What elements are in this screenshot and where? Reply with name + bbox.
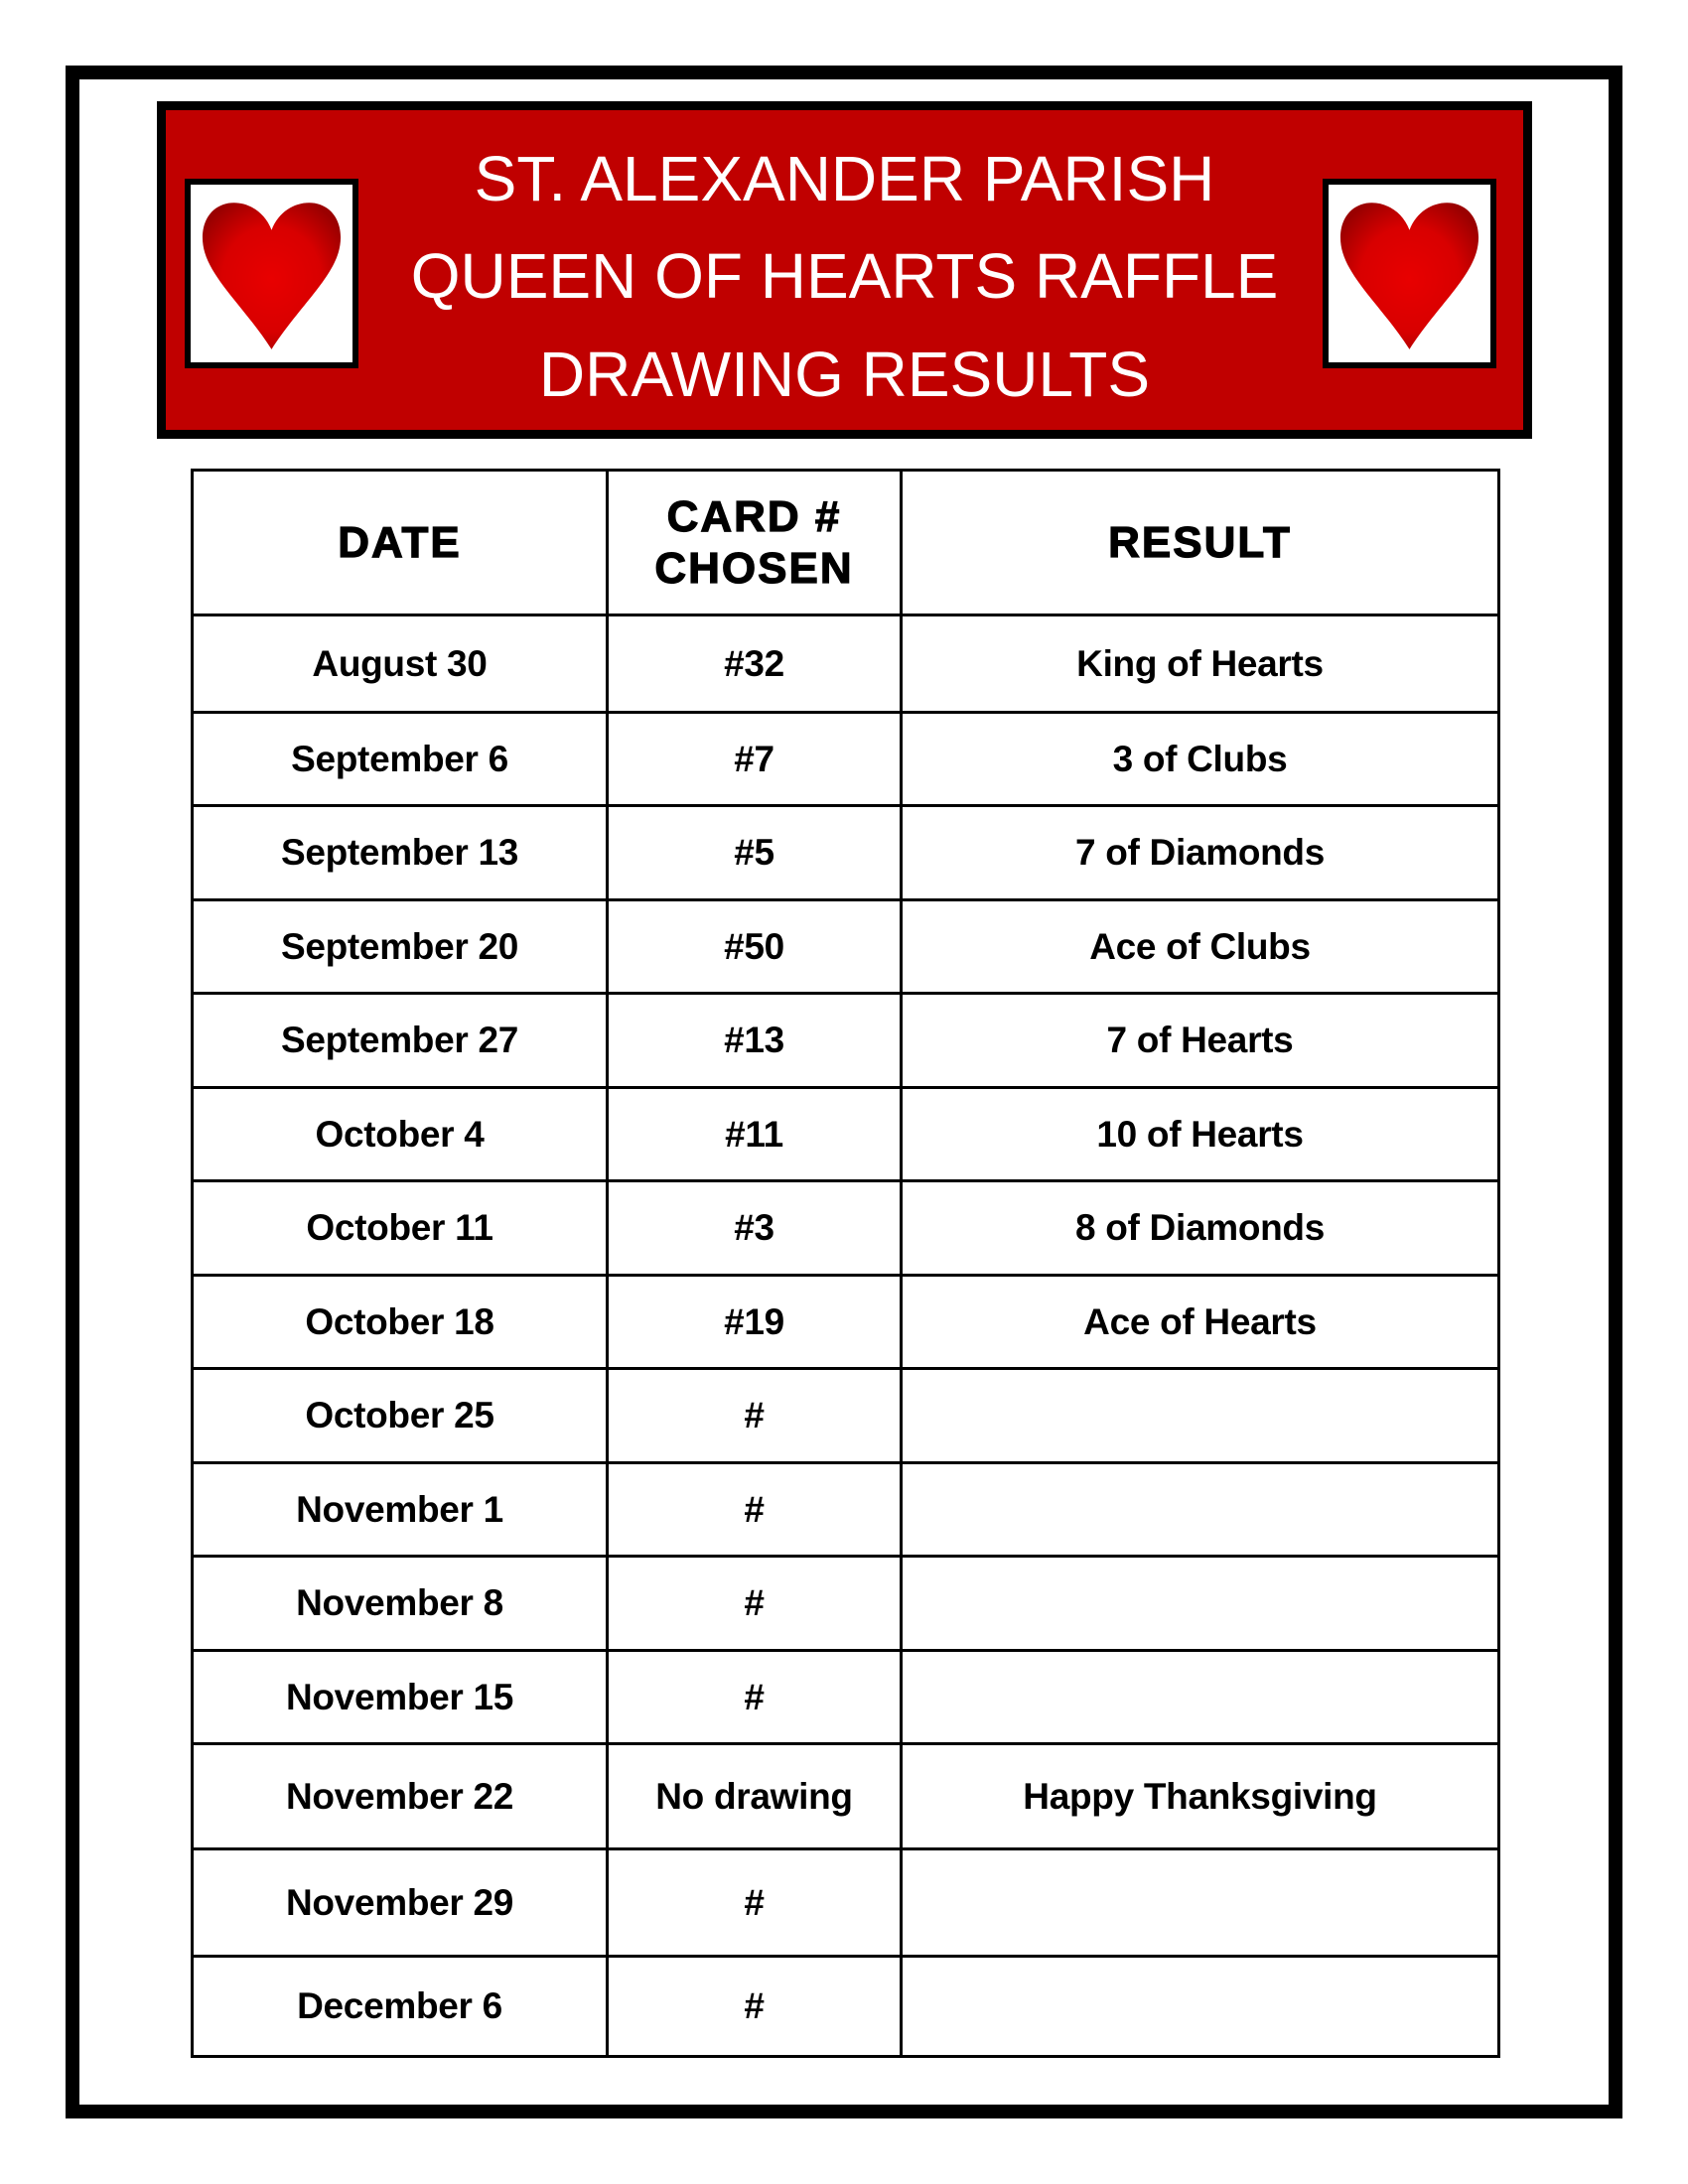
- table-row: [193, 1369, 1499, 1463]
- table-header-row: [193, 471, 1499, 615]
- cell-result: King of Hearts: [902, 615, 1499, 713]
- cell-card: #: [608, 1849, 902, 1957]
- header-card-line1: CARD #: [666, 491, 842, 541]
- cell-date: November 29: [193, 1849, 608, 1957]
- cell-card: #50: [608, 900, 902, 994]
- cell-date: December 6: [193, 1957, 608, 2057]
- table-row: [193, 1557, 1499, 1651]
- cell-card: #32: [608, 615, 902, 713]
- cell-card: #7: [608, 713, 902, 806]
- cell-result: [902, 1557, 1499, 1651]
- header-card-line2: CHOSEN: [654, 543, 854, 593]
- header-date: DATE: [193, 471, 608, 615]
- title-line-parish: ST. ALEXANDER PARISH: [474, 143, 1215, 214]
- cell-date: October 25: [193, 1369, 608, 1463]
- table-row: [193, 806, 1499, 900]
- cell-date: November 8: [193, 1557, 608, 1651]
- cell-card: #: [608, 1463, 902, 1557]
- cell-card: #5: [608, 806, 902, 900]
- table-row: [193, 1744, 1499, 1849]
- cell-date: August 30: [193, 615, 608, 713]
- cell-result: 3 of Clubs: [902, 713, 1499, 806]
- cell-result: [902, 1463, 1499, 1557]
- cell-card: #: [608, 1957, 902, 2057]
- cell-card: #19: [608, 1276, 902, 1369]
- cell-date: September 13: [193, 806, 608, 900]
- table-row: [193, 1849, 1499, 1957]
- cell-card: #3: [608, 1181, 902, 1276]
- cell-result: Ace of Hearts: [902, 1276, 1499, 1369]
- table-row: [193, 1957, 1499, 2057]
- cell-date: October 18: [193, 1276, 608, 1369]
- table-row: [193, 1276, 1499, 1369]
- cell-result: 7 of Hearts: [902, 994, 1499, 1088]
- cell-date: September 6: [193, 713, 608, 806]
- table-row: [193, 994, 1499, 1088]
- cell-card: #13: [608, 994, 902, 1088]
- table-row: [193, 1088, 1499, 1181]
- cell-date: September 20: [193, 900, 608, 994]
- cell-date: October 11: [193, 1181, 608, 1276]
- cell-date: September 27: [193, 994, 608, 1088]
- cell-result: 10 of Hearts: [902, 1088, 1499, 1181]
- cell-result: [902, 1651, 1499, 1744]
- table-row: [193, 615, 1499, 713]
- cell-card: #: [608, 1369, 902, 1463]
- header-result: RESULT: [902, 471, 1499, 615]
- cell-card: #11: [608, 1088, 902, 1181]
- table-row: [193, 1651, 1499, 1744]
- title-line-results: DRAWING RESULTS: [538, 339, 1151, 410]
- table-row: [193, 713, 1499, 806]
- cell-result: [902, 1957, 1499, 2057]
- cell-result: [902, 1369, 1499, 1463]
- cell-date: November 15: [193, 1651, 608, 1744]
- cell-result: 7 of Diamonds: [902, 806, 1499, 900]
- table-row: [193, 1463, 1499, 1557]
- cell-card: #: [608, 1651, 902, 1744]
- table-row: [193, 1181, 1499, 1276]
- cell-result: 8 of Diamonds: [902, 1181, 1499, 1276]
- cell-card: #: [608, 1557, 902, 1651]
- table-row: [193, 900, 1499, 994]
- cell-result: Happy Thanksgiving: [902, 1744, 1499, 1849]
- cell-result: [902, 1849, 1499, 1957]
- cell-date: October 4: [193, 1088, 608, 1181]
- header-card-chosen: [608, 471, 902, 615]
- title-line-raffle: QUEEN OF HEARTS RAFFLE: [410, 240, 1279, 312]
- cell-date: November 22: [193, 1744, 608, 1849]
- results-table: [191, 469, 1500, 2058]
- cell-result: Ace of Clubs: [902, 900, 1499, 994]
- cell-card: No drawing: [608, 1744, 902, 1849]
- cell-date: November 1: [193, 1463, 608, 1557]
